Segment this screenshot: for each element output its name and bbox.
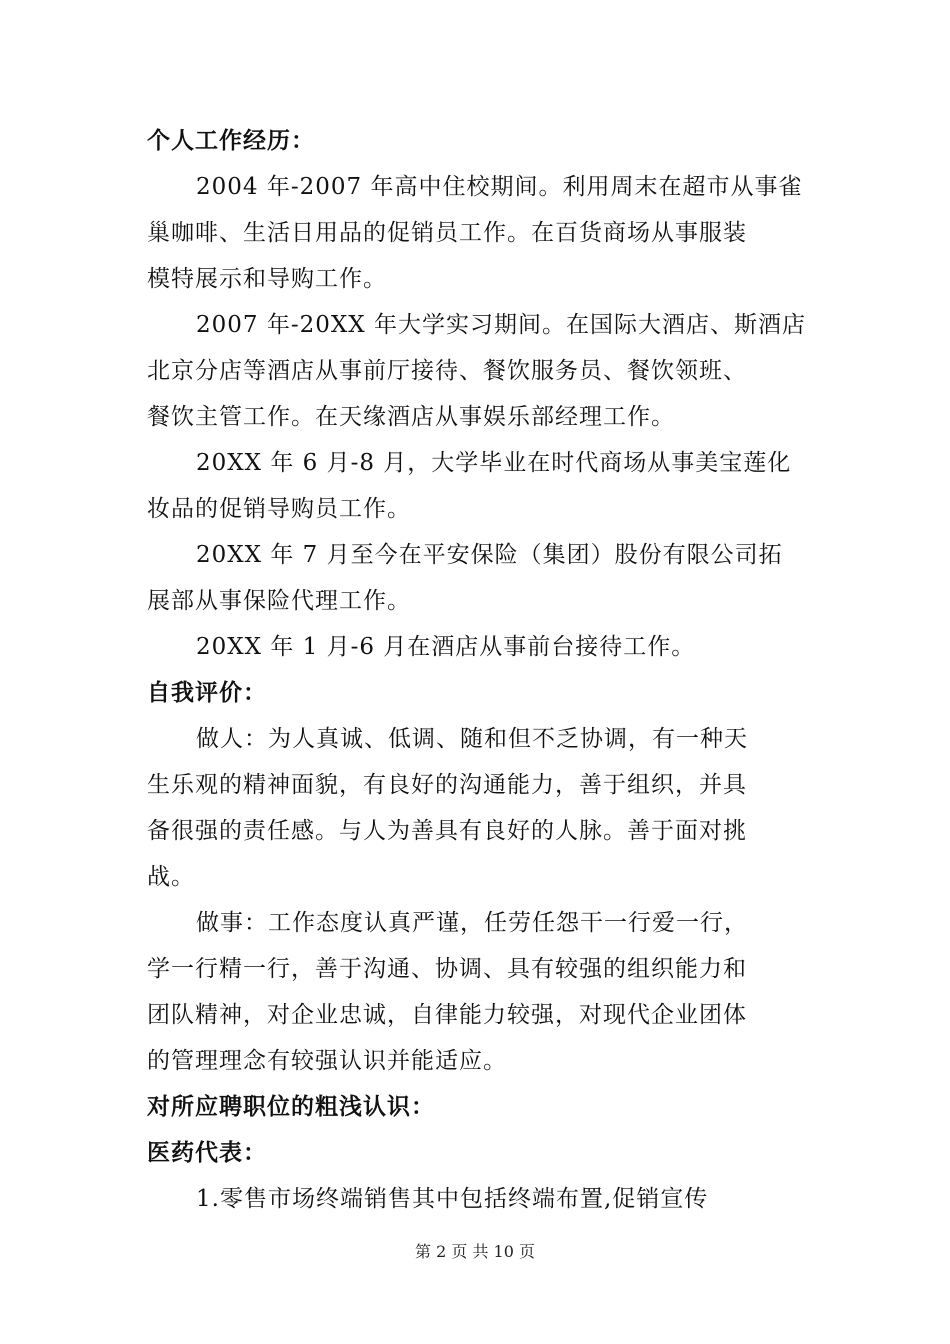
work-experience-line: 模特展示和导购工作。 — [147, 266, 387, 292]
page-footer: 第 2 页 共 10 页 — [415, 1242, 535, 1261]
heading-self-evaluation: 自我评价： — [147, 680, 267, 706]
work-experience-line: 北京分店等酒店从事前厅接待、餐饮服务员、餐饮领班、 — [147, 358, 747, 384]
heading-position-understanding: 对所应聘职位的粗浅认识： — [147, 1094, 435, 1120]
work-experience-line: 餐饮主管工作。在天缘酒店从事娱乐部经理工作。 — [147, 404, 675, 430]
heading-pharma-rep: 医药代表： — [147, 1140, 267, 1166]
self-evaluation-line: 学一行精一行，善于沟通、协调、具有较强的组织能力和 — [147, 956, 747, 982]
work-experience-line: 巢咖啡、生活日用品的促销员工作。在百货商场从事服装 — [147, 220, 747, 246]
self-evaluation-line: 做事：工作态度认真严谨，任劳任怨干一行爱一行， — [196, 910, 748, 936]
work-experience-line: 20XX 年 6 月-8 月，大学毕业在时代商场从事美宝莲化 — [196, 450, 792, 476]
work-experience-line: 2004 年-2007 年高中住校期间。利用周末在超市从事雀 — [196, 174, 803, 200]
self-evaluation-line: 做人：为人真诚、低调、随和但不乏协调，有一种天 — [196, 726, 748, 752]
work-experience-line: 20XX 年 7 月至今在平安保险（集团）股份有限公司拓 — [196, 542, 783, 568]
document-body — [147, 118, 807, 1222]
pharma-rep-line: 1.零售市场终端销售其中包括终端布置,促销宣传 — [196, 1186, 709, 1212]
self-evaluation-line: 团队精神，对企业忠诚，自律能力较强，对现代企业团体 — [147, 1002, 747, 1028]
self-evaluation-line: 战。 — [147, 864, 195, 890]
work-experience-line: 2007 年-20XX 年大学实习期间。在国际大酒店、斯酒店 — [196, 312, 806, 338]
work-experience-line: 20XX 年 1 月-6 月在酒店从事前台接待工作。 — [196, 634, 696, 660]
self-evaluation-line: 备很强的责任感。与人为善具有良好的人脉。善于面对挑 — [147, 818, 747, 844]
work-experience-line: 妆品的促销导购员工作。 — [147, 496, 411, 522]
self-evaluation-line: 的管理理念有较强认识并能适应。 — [147, 1048, 507, 1074]
self-evaluation-line: 生乐观的精神面貌，有良好的沟通能力，善于组织，并具 — [147, 772, 747, 798]
heading-work-experience: 个人工作经历： — [147, 128, 315, 154]
work-experience-line: 展部从事保险代理工作。 — [147, 588, 411, 614]
